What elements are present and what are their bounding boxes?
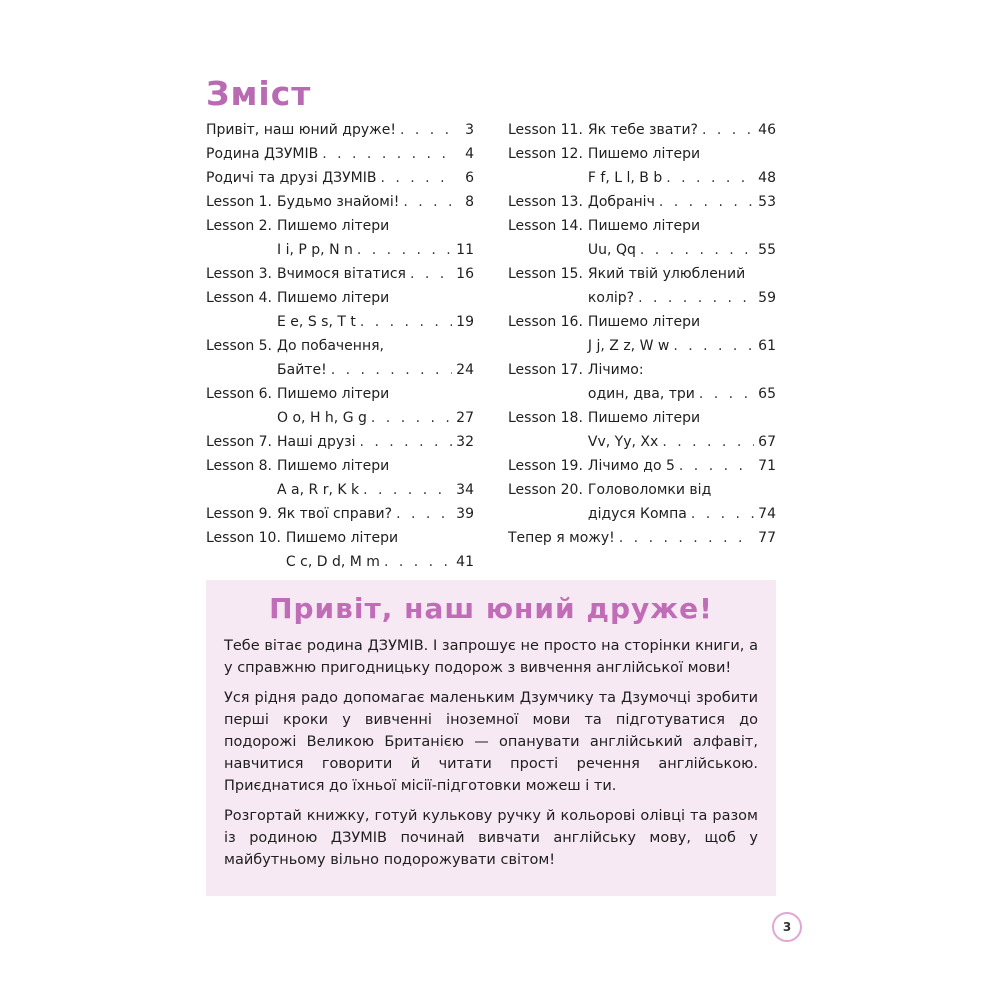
toc-page-number: 55 xyxy=(758,242,776,258)
toc-line xyxy=(206,550,474,574)
toc-entry-title: Пишемо літери xyxy=(587,410,701,426)
toc-dot-leader xyxy=(359,430,452,454)
toc-line xyxy=(206,214,474,238)
toc-dot-leader xyxy=(702,118,754,142)
toc-page-number: 4 xyxy=(465,146,474,162)
toc-page-number: 65 xyxy=(758,386,776,402)
toc-page-number: 46 xyxy=(758,122,776,138)
toc-lesson-number: Lesson 9. xyxy=(206,506,273,522)
toc-page-number: 16 xyxy=(456,266,474,282)
toc-right-column xyxy=(508,118,776,550)
toc-entry xyxy=(508,142,776,190)
toc-page-number: 61 xyxy=(758,338,776,354)
toc-entry xyxy=(206,526,474,574)
toc-entry-title: один, два, три xyxy=(587,386,695,402)
toc-entry xyxy=(508,478,776,526)
toc-page-number: 32 xyxy=(456,434,474,450)
toc-entry xyxy=(206,166,474,190)
toc-entry-title: O o, H h, G g xyxy=(277,410,367,426)
toc-lesson-number: Lesson 13. xyxy=(508,194,583,210)
toc-entry-title: Пишемо літери xyxy=(277,290,390,306)
toc-line xyxy=(508,166,776,190)
toc-page-number: 6 xyxy=(465,170,474,186)
toc-entry xyxy=(508,358,776,406)
toc-line xyxy=(206,358,474,382)
toc-entry-title: Пишемо літери xyxy=(277,458,390,474)
toc-entry xyxy=(206,214,474,262)
toc-page-number: 11 xyxy=(456,242,474,258)
toc-page-number: 39 xyxy=(456,506,474,522)
toc-line xyxy=(206,526,474,550)
toc-dot-leader xyxy=(638,286,754,310)
toc-entry xyxy=(206,454,474,502)
toc-entry-title: дідуся Компа xyxy=(587,506,687,522)
toc-line xyxy=(206,166,474,190)
toc-lesson-number: Lesson 4. xyxy=(206,290,273,306)
toc-lesson-number: Lesson 5. xyxy=(206,338,273,354)
toc-dot-leader xyxy=(331,358,452,382)
toc-line xyxy=(206,286,474,310)
toc-page-number: 67 xyxy=(758,434,776,450)
toc-lesson-number: Lesson 11. xyxy=(508,122,583,138)
toc-entry xyxy=(508,454,776,478)
toc-page-number: 41 xyxy=(456,554,474,570)
toc-page-number: 77 xyxy=(758,530,776,546)
toc-dot-leader xyxy=(640,238,754,262)
toc-line xyxy=(508,430,776,454)
toc-entry-title: Пишемо літери xyxy=(277,386,390,402)
toc-dot-leader xyxy=(410,262,452,286)
toc-dot-leader xyxy=(403,190,454,214)
toc-entry xyxy=(206,142,474,166)
toc-line xyxy=(508,238,776,262)
toc-entry xyxy=(206,190,474,214)
toc-dot-leader xyxy=(619,526,754,550)
toc-line xyxy=(508,406,776,430)
toc-dot-leader xyxy=(371,406,452,430)
toc-entry-title: A a, R r, K k xyxy=(277,482,360,498)
toc-entry-title: Головоломки від xyxy=(587,482,712,498)
toc-page-number: 74 xyxy=(758,506,776,522)
toc-lesson-number: Lesson 2. xyxy=(206,218,273,234)
toc-lesson-number: Lesson 18. xyxy=(508,410,583,426)
toc-entry xyxy=(206,430,474,454)
toc-lesson-number: Lesson 16. xyxy=(508,314,583,330)
intro-paragraph: Розгортай книжку, готуй кулькову ручку й кольорові олівці та разом із родиною ДЗУМІВ починай вивчати англійську мову, щоб у майбутньому вільно подорожувати світом! xyxy=(224,808,758,868)
toc-entry-title: колір? xyxy=(587,290,635,306)
toc-entry-title: Добраніч xyxy=(587,194,655,210)
toc-entry-title: F f, L l, B b xyxy=(587,170,663,186)
toc-dot-leader xyxy=(360,310,452,334)
toc-lesson-number: Lesson 10. xyxy=(206,530,281,546)
toc-line xyxy=(508,358,776,382)
toc-entry xyxy=(206,502,474,526)
toc-page-number: 3 xyxy=(465,122,474,138)
intro-paragraph: Уся рідня радо допомагає маленьким Дзумчику та Дзумочці зробити перші кроки у вивченні іноземної мови та підготуватися до подорожі Великою Британією — опанувати англійський алфавіт, навчитися говорити й читати прості речення англійською. Приєднатися до їхньої місії-підготовки можеш і ти. xyxy=(224,690,758,794)
toc-page-number: 27 xyxy=(456,410,474,426)
toc-entry-title: Лічимо до 5 xyxy=(587,458,675,474)
toc-line xyxy=(508,382,776,406)
intro-paragraph: Тебе вітає родина ДЗУМІВ. І запрошує не просто на сторінки книги, а у справжню пригодницьку подорож з вивчення англійської мови! xyxy=(224,638,758,676)
toc-dot-leader xyxy=(662,430,754,454)
toc-line xyxy=(206,310,474,334)
toc-line xyxy=(206,454,474,478)
toc-line xyxy=(508,310,776,334)
toc-page-number: 24 xyxy=(456,362,474,378)
toc-dot-leader xyxy=(699,382,754,406)
toc-line xyxy=(206,502,474,526)
toc-entry-title: J j, Z z, W w xyxy=(587,338,670,354)
toc-lesson-number: Lesson 7. xyxy=(206,434,273,450)
toc-line xyxy=(508,262,776,286)
toc-entry xyxy=(206,334,474,382)
toc-page-number: 53 xyxy=(758,194,776,210)
toc-entry xyxy=(206,118,474,142)
toc-line xyxy=(206,238,474,262)
toc-left-column xyxy=(206,118,474,574)
toc-line xyxy=(508,214,776,238)
toc-entry-title: Uu, Qq xyxy=(587,242,636,258)
toc-entry-title: C c, D d, M m xyxy=(285,554,380,570)
toc-entry-title: Як тебе звати? xyxy=(587,122,698,138)
toc-entry-title: Привіт, наш юний друже! xyxy=(206,122,396,138)
toc-entry-title: Тепер я можу! xyxy=(508,530,615,546)
toc-entry-title: Як твої справи? xyxy=(277,506,393,522)
toc-entry-title: Родичі та друзі ДЗУМІВ xyxy=(206,170,377,186)
toc-line xyxy=(206,478,474,502)
intro-title: Привіт, наш юний друже! xyxy=(269,592,713,625)
toc-line xyxy=(508,142,776,166)
toc-line xyxy=(206,118,474,142)
toc-lesson-number: Lesson 8. xyxy=(206,458,273,474)
toc-dot-leader xyxy=(357,238,452,262)
toc-dot-leader xyxy=(400,118,454,142)
toc-dot-leader xyxy=(659,190,754,214)
toc-line xyxy=(508,526,776,550)
toc-title: Зміст xyxy=(206,74,312,113)
toc-dot-leader xyxy=(396,502,452,526)
toc-line xyxy=(206,406,474,430)
toc-entry-title: Пишемо літери xyxy=(587,146,701,162)
toc-line xyxy=(508,502,776,526)
toc-line xyxy=(508,286,776,310)
toc-entry xyxy=(508,262,776,310)
toc-line xyxy=(508,118,776,142)
toc-entry xyxy=(508,190,776,214)
toc-lesson-number: Lesson 1. xyxy=(206,194,273,210)
toc-entry xyxy=(508,406,776,454)
toc-line xyxy=(206,334,474,358)
toc-entry xyxy=(206,262,474,286)
toc-entry-title: Пишемо літери xyxy=(587,218,701,234)
toc-line xyxy=(206,382,474,406)
intro-box xyxy=(206,580,776,896)
toc-dot-leader xyxy=(673,334,754,358)
toc-entry-title: До побачення, xyxy=(277,338,384,354)
toc-entry xyxy=(508,310,776,358)
toc-dot-leader xyxy=(679,454,754,478)
toc-page-number: 48 xyxy=(758,170,776,186)
toc-entry-title: Байте! xyxy=(277,362,327,378)
toc-line xyxy=(206,262,474,286)
toc-entry xyxy=(206,382,474,430)
toc-entry-title: Будьмо знайомі! xyxy=(277,194,400,210)
toc-line xyxy=(206,190,474,214)
toc-line xyxy=(508,478,776,502)
toc-line xyxy=(206,430,474,454)
toc-line xyxy=(508,454,776,478)
toc-entry-title: Вчимося вітатися xyxy=(277,266,406,282)
toc-entry-title: Який твій улюблений xyxy=(587,266,746,282)
toc-lesson-number: Lesson 12. xyxy=(508,146,583,162)
toc-entry-title: Пишемо літери xyxy=(285,530,399,546)
toc-entry xyxy=(206,286,474,334)
toc-page-number: 59 xyxy=(758,290,776,306)
toc-lesson-number: Lesson 3. xyxy=(206,266,273,282)
toc-entry-title: Наші друзі xyxy=(277,434,356,450)
toc-dot-leader xyxy=(380,166,454,190)
toc-lesson-number: Lesson 17. xyxy=(508,362,583,378)
toc-entry-title: Лічимо: xyxy=(587,362,644,378)
toc-page-number: 19 xyxy=(456,314,474,330)
toc-entry xyxy=(508,118,776,142)
toc-entry xyxy=(508,214,776,262)
toc-page-number: 8 xyxy=(465,194,474,210)
toc-dot-leader xyxy=(691,502,754,526)
page-number-badge: 3 xyxy=(772,912,802,942)
toc-page-number: 71 xyxy=(758,458,776,474)
toc-lesson-number: Lesson 20. xyxy=(508,482,583,498)
toc-entry-title: Родина ДЗУМІВ xyxy=(206,146,319,162)
toc-entry-title: E e, S s, T t xyxy=(277,314,356,330)
toc-line xyxy=(508,334,776,358)
toc-lesson-number: Lesson 15. xyxy=(508,266,583,282)
toc-entry xyxy=(508,526,776,550)
toc-entry-title: I i, P p, N n xyxy=(277,242,353,258)
toc-dot-leader xyxy=(322,142,454,166)
toc-dot-leader xyxy=(384,550,452,574)
toc-lesson-number: Lesson 14. xyxy=(508,218,583,234)
toc-entry-title: Vv, Yy, Xx xyxy=(587,434,659,450)
toc-line xyxy=(508,190,776,214)
toc-lesson-number: Lesson 6. xyxy=(206,386,273,402)
toc-dot-leader xyxy=(666,166,754,190)
toc-entry-title: Пишемо літери xyxy=(277,218,390,234)
toc-dot-leader xyxy=(363,478,452,502)
toc-line xyxy=(206,142,474,166)
toc-page-number: 34 xyxy=(456,482,474,498)
toc-entry-title: Пишемо літери xyxy=(587,314,701,330)
toc-lesson-number: Lesson 19. xyxy=(508,458,583,474)
